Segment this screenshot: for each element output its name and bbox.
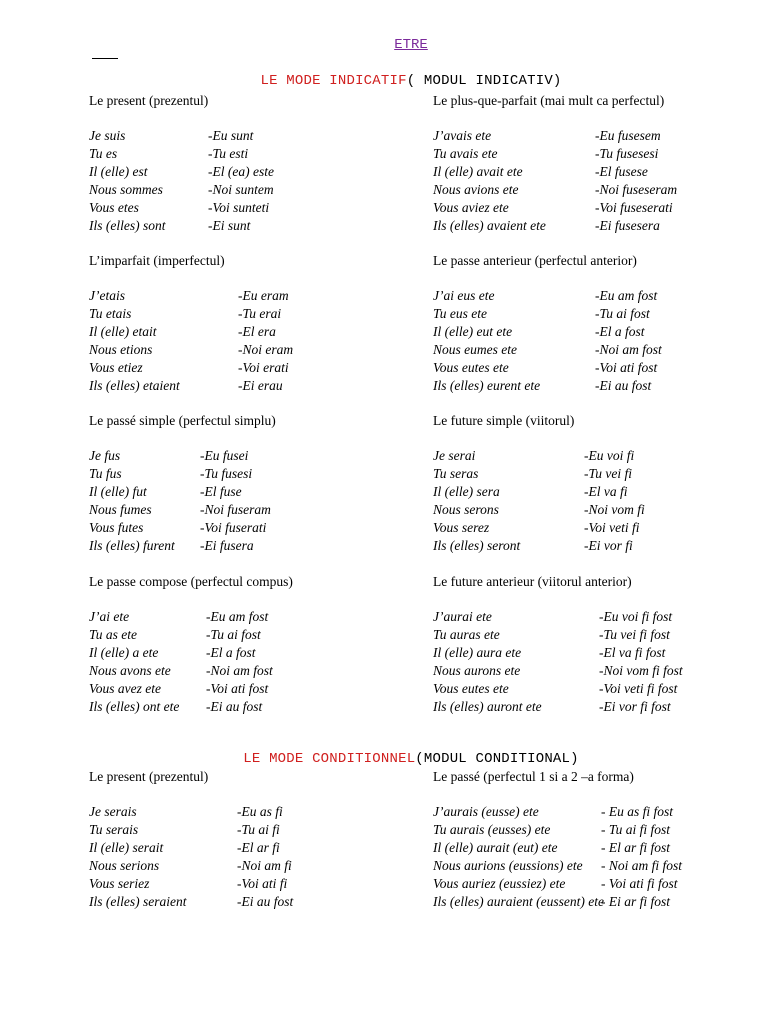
- romanian-form: -Eu am fost: [595, 288, 658, 303]
- french-form: Tu serais: [89, 822, 139, 837]
- conjugation-row: [89, 839, 419, 857]
- conjugation-row: [89, 323, 419, 341]
- conjugation-list: [433, 287, 753, 395]
- conjugation-row: [433, 217, 753, 235]
- tense-title: Le passé simple (perfectul simplu): [89, 413, 276, 428]
- romanian-form: -Eu sunt: [208, 128, 254, 143]
- french-form: Tu es: [89, 146, 118, 161]
- section-heading-fr: LE MODE INDICATIF: [260, 73, 407, 89]
- conjugation-row: [89, 465, 419, 483]
- romanian-form: -El fuse: [200, 484, 242, 499]
- french-form: Nous avions ete: [433, 182, 519, 197]
- conjugation-row: [89, 821, 419, 839]
- conjugation-list: [89, 608, 419, 716]
- french-form: Vous eutes ete: [433, 681, 509, 696]
- conjugation-row: [89, 698, 419, 716]
- conjugation-list: [89, 447, 419, 555]
- tense-block-plus-que-parfait: [433, 92, 753, 235]
- tense-title: Le plus-que-parfait (mai mult ca perfectul): [433, 93, 665, 108]
- romanian-form: -El era: [238, 324, 276, 339]
- conjugation-row: [433, 305, 753, 323]
- conjugation-row: [89, 145, 419, 163]
- romanian-form: -Ei vor fi fost: [599, 699, 671, 714]
- romanian-form: -Noi eram: [238, 342, 294, 357]
- romanian-form: -Voi ati fi: [237, 876, 288, 891]
- french-form: Vous auriez (eussiez) ete: [433, 876, 566, 891]
- conjugation-row: [433, 875, 753, 893]
- french-form: Il (elle) etait: [89, 324, 157, 339]
- french-form: Il (elle) a ete: [89, 645, 159, 660]
- french-form: Ils (elles) seront: [433, 538, 521, 553]
- french-form: Il (elle) serait: [89, 840, 164, 855]
- french-form: Nous aurons ete: [433, 663, 521, 678]
- french-form: J’etais: [89, 288, 125, 303]
- romanian-form: -Voi erati: [238, 360, 289, 375]
- french-form: Il (elle) sera: [433, 484, 500, 499]
- section-heading-fr: LE MODE CONDITIONNEL: [243, 751, 416, 767]
- tense-title: Le present (prezentul): [89, 93, 209, 108]
- romanian-form: -Noi vom fi: [584, 502, 645, 517]
- conjugation-row: [433, 163, 753, 181]
- tense-block-imparfait: [89, 252, 419, 395]
- conjugation-list: [433, 608, 753, 716]
- french-form: J’avais ete: [433, 128, 492, 143]
- tense-block-passe-simple: [89, 412, 419, 555]
- romanian-form: -Voi ati fost: [595, 360, 658, 375]
- romanian-form: -Tu vei fi fost: [599, 627, 670, 642]
- french-form: Nous eumes ete: [433, 342, 517, 357]
- french-form: Ils (elles) seraient: [89, 894, 187, 909]
- french-form: Ils (elles) avaient ete: [433, 218, 546, 233]
- french-form: Tu fus: [89, 466, 122, 481]
- romanian-form: -Tu erai: [238, 306, 282, 321]
- romanian-form: -Eu voi fi: [584, 448, 635, 463]
- french-form: Tu eus ete: [433, 306, 487, 321]
- conjugation-row: [89, 662, 419, 680]
- french-form: Nous fumes: [89, 502, 152, 517]
- conjugation-row: [433, 608, 753, 626]
- conjugation-row: [433, 341, 753, 359]
- french-form: Ils (elles) ont ete: [89, 699, 180, 714]
- romanian-form: -Tu ai fi: [237, 822, 280, 837]
- conjugation-row: [89, 537, 419, 555]
- conjugation-list: [433, 447, 753, 555]
- conjugation-row: [433, 377, 753, 395]
- tense-block-present: [89, 92, 419, 235]
- conjugation-row: [433, 323, 753, 341]
- romanian-form: -Noi fuseseram: [595, 182, 678, 197]
- french-form: Ils (elles) furent: [89, 538, 175, 553]
- section-heading-ro: (MODUL CONDITIONAL): [415, 751, 579, 767]
- french-form: Nous serons: [433, 502, 499, 517]
- romanian-form: -Tu esti: [208, 146, 249, 161]
- conjugation-row: [89, 857, 419, 875]
- conjugation-row: [89, 305, 419, 323]
- romanian-form: -El a fost: [206, 645, 256, 660]
- french-form: Vous futes: [89, 520, 144, 535]
- romanian-form: -Ei vor fi: [584, 538, 633, 553]
- conjugation-row: [89, 608, 419, 626]
- conjugation-row: [433, 359, 753, 377]
- romanian-form: -Noi am fost: [206, 663, 273, 678]
- conjugation-row: [433, 181, 753, 199]
- conjugation-list: [433, 803, 753, 911]
- conjugation-row: [89, 519, 419, 537]
- french-form: Tu avais ete: [433, 146, 498, 161]
- french-form: Il (elle) avait ete: [433, 164, 523, 179]
- romanian-form: -Tu vei fi: [584, 466, 632, 481]
- romanian-form: -Eu am fost: [206, 609, 269, 624]
- conjugation-row: [89, 377, 419, 395]
- french-form: Je fus: [89, 448, 121, 463]
- french-form: J’aurais (eusse) ete: [433, 804, 539, 819]
- tense-title: Le passe anterieur (perfectul anterior): [433, 253, 637, 268]
- romanian-form: -Noi vom fi fost: [599, 663, 683, 678]
- conjugation-row: [433, 127, 753, 145]
- conjugation-row: [433, 839, 753, 857]
- romanian-form: - Voi ati fi fost: [601, 876, 678, 891]
- french-form: Nous aurions (eussions) ete: [433, 858, 583, 873]
- romanian-form: -Eu fusei: [200, 448, 249, 463]
- romanian-form: -Tu fusesi: [200, 466, 253, 481]
- french-form: Vous seriez: [89, 876, 150, 891]
- tense-title: Le passé (perfectul 1 si a 2 –a forma): [433, 769, 634, 784]
- romanian-form: -Voi ati fost: [206, 681, 269, 696]
- french-form: Nous serions: [89, 858, 160, 873]
- tense-block-future-simple: [433, 412, 753, 555]
- french-form: J’aurai ete: [433, 609, 492, 624]
- tense-block-conditionnel-passe: [433, 768, 753, 911]
- romanian-form: -Tu ai fost: [595, 306, 650, 321]
- document-title: ETRE: [394, 37, 428, 53]
- romanian-form: -Eu fusesem: [595, 128, 661, 143]
- romanian-form: - Noi am fi fost: [601, 858, 683, 873]
- conjugation-list: [89, 803, 419, 911]
- romanian-form: -El va fi: [584, 484, 628, 499]
- conjugation-row: [89, 287, 419, 305]
- french-form: Ils (elles) auraient (eussent) ete: [433, 894, 604, 909]
- french-form: Il (elle) eut ete: [433, 324, 513, 339]
- conjugation-row: [89, 803, 419, 821]
- french-form: Vous etes: [89, 200, 139, 215]
- conjugation-row: [433, 803, 753, 821]
- tense-title: Le present (prezentul): [89, 769, 209, 784]
- conjugation-row: [89, 893, 419, 911]
- romanian-form: -El va fi fost: [599, 645, 666, 660]
- conjugation-row: [433, 501, 753, 519]
- tense-title: Le future simple (viitorul): [433, 413, 575, 428]
- conjugation-row: [433, 626, 753, 644]
- french-form: Vous avez ete: [89, 681, 161, 696]
- conjugation-row: [89, 680, 419, 698]
- romanian-form: -Ei erau: [238, 378, 283, 393]
- conjugation-row: [433, 893, 753, 911]
- conjugation-row: [89, 163, 419, 181]
- french-form: Tu seras: [433, 466, 479, 481]
- french-form: Ils (elles) eurent ete: [433, 378, 541, 393]
- romanian-form: -Voi fuserati: [200, 520, 267, 535]
- conjugation-row: [89, 341, 419, 359]
- conjugation-row: [89, 447, 419, 465]
- conjugation-row: [433, 465, 753, 483]
- french-form: J’ai ete: [89, 609, 130, 624]
- conjugation-row: [433, 644, 753, 662]
- french-form: Il (elle) fut: [89, 484, 147, 499]
- conjugation-row: [89, 359, 419, 377]
- conjugation-list: [89, 287, 419, 395]
- conjugation-row: [89, 626, 419, 644]
- conjugation-row: [89, 483, 419, 501]
- french-form: Nous avons ete: [89, 663, 171, 678]
- conjugation-row: [433, 287, 753, 305]
- section-heading-indicatif: [0, 73, 768, 89]
- conjugation-row: [89, 644, 419, 662]
- conjugation-row: [433, 680, 753, 698]
- conjugation-row: [433, 199, 753, 217]
- romanian-form: -Voi sunteti: [208, 200, 270, 215]
- romanian-form: -Noi am fi: [237, 858, 292, 873]
- tense-title: Le passe compose (perfectul compus): [89, 574, 293, 589]
- french-form: Ils (elles) sont: [89, 218, 166, 233]
- romanian-form: - Ei ar fi fost: [601, 894, 671, 909]
- french-form: Ils (elles) auront ete: [433, 699, 542, 714]
- french-form: Vous etiez: [89, 360, 143, 375]
- conjugation-row: [89, 199, 419, 217]
- romanian-form: -Ei au fost: [206, 699, 263, 714]
- tense-block-passe-anterieur: [433, 252, 753, 395]
- romanian-form: - El ar fi fost: [601, 840, 671, 855]
- separator-line: [92, 58, 118, 59]
- romanian-form: -Noi suntem: [208, 182, 274, 197]
- romanian-form: -Noi am fost: [595, 342, 662, 357]
- french-form: Nous sommes: [89, 182, 163, 197]
- conjugation-row: [89, 875, 419, 893]
- conjugation-row: [433, 537, 753, 555]
- romanian-form: -Ei sunt: [208, 218, 251, 233]
- section-heading-conditionnel: [0, 751, 768, 767]
- french-form: Nous etions: [89, 342, 153, 357]
- tense-title: L’imparfait (imperfectul): [89, 253, 225, 268]
- french-form: Vous aviez ete: [433, 200, 509, 215]
- conjugation-row: [89, 127, 419, 145]
- french-form: Tu auras ete: [433, 627, 500, 642]
- romanian-form: -Noi fuseram: [200, 502, 271, 517]
- tense-title: Le future anterieur (viitorul anterior): [433, 574, 632, 589]
- romanian-form: -Voi veti fi: [584, 520, 640, 535]
- conjugation-list: [89, 127, 419, 235]
- romanian-form: -Eu as fi: [237, 804, 283, 819]
- romanian-form: -Ei fusera: [200, 538, 254, 553]
- romanian-form: -Ei au fost: [237, 894, 294, 909]
- romanian-form: -Ei au fost: [595, 378, 652, 393]
- conjugation-list: [433, 127, 753, 235]
- conjugation-row: [433, 519, 753, 537]
- conjugation-row: [89, 181, 419, 199]
- romanian-form: -Voi fuseserati: [595, 200, 673, 215]
- romanian-form: -Voi veti fi fost: [599, 681, 678, 696]
- romanian-form: -El (ea) este: [208, 164, 274, 179]
- french-form: Vous serez: [433, 520, 490, 535]
- conjugation-row: [89, 217, 419, 235]
- french-form: Je suis: [89, 128, 126, 143]
- french-form: Je serais: [89, 804, 137, 819]
- french-form: Il (elle) aurait (eut) ete: [433, 840, 558, 855]
- romanian-form: - Tu ai fi fost: [601, 822, 671, 837]
- section-heading-ro: ( MODUL INDICATIV): [406, 73, 562, 89]
- romanian-form: -El ar fi: [237, 840, 280, 855]
- tense-block-conditionnel-present: [89, 768, 419, 911]
- tense-block-future-anterieur: [433, 573, 753, 716]
- french-form: Tu etais: [89, 306, 132, 321]
- tense-block-passe-compose: [89, 573, 419, 716]
- romanian-form: -El a fost: [595, 324, 645, 339]
- conjugation-row: [433, 662, 753, 680]
- french-form: Tu aurais (eusses) ete: [433, 822, 551, 837]
- conjugation-row: [433, 145, 753, 163]
- conjugation-row: [433, 483, 753, 501]
- romanian-form: -Eu voi fi fost: [599, 609, 673, 624]
- romanian-form: - Eu as fi fost: [601, 804, 674, 819]
- romanian-form: -Eu eram: [238, 288, 289, 303]
- romanian-form: -Tu ai fost: [206, 627, 261, 642]
- romanian-form: -El fusese: [595, 164, 648, 179]
- conjugation-row: [89, 501, 419, 519]
- romanian-form: -Ei fusesera: [595, 218, 660, 233]
- french-form: Vous eutes ete: [433, 360, 509, 375]
- french-form: J’ai eus ete: [433, 288, 495, 303]
- conjugation-row: [433, 447, 753, 465]
- french-form: Il (elle) aura ete: [433, 645, 522, 660]
- conjugation-row: [433, 698, 753, 716]
- french-form: Tu as ete: [89, 627, 138, 642]
- french-form: Il (elle) est: [89, 164, 148, 179]
- conjugation-row: [433, 857, 753, 875]
- french-form: Je serai: [433, 448, 476, 463]
- romanian-form: -Tu fusesesi: [595, 146, 659, 161]
- conjugation-row: [433, 821, 753, 839]
- french-form: Ils (elles) etaient: [89, 378, 180, 393]
